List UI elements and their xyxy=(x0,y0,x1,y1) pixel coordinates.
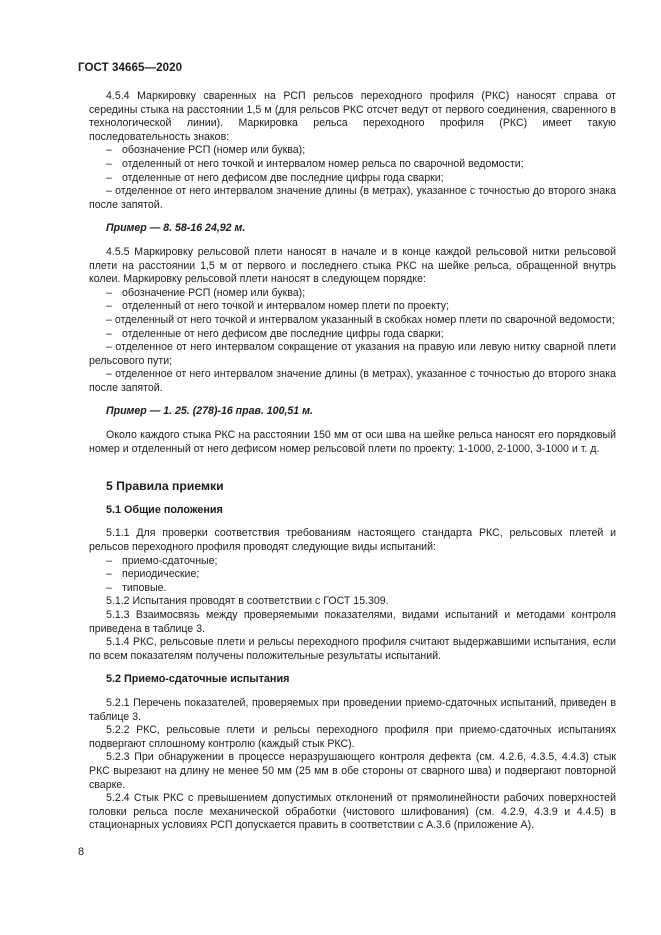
document-header: ГОСТ 34665—2020 xyxy=(78,62,183,74)
page-content xyxy=(89,90,616,833)
subsection-title-5-1: 5.1 Общие положения xyxy=(106,503,223,516)
example-4-5-5: Пример — 1. 25. (278)-16 прав. 100,51 м. xyxy=(106,405,313,418)
paragraph-5-2-1: 5.2.1 Перечень показателей, проверяемых при проведении приемо-сдаточных испытаний, приведен в таблице 3. xyxy=(89,696,616,723)
list-item: – отделенные от него дефисом две последние цифры года сварки; xyxy=(106,327,444,340)
list-item: – отделенный от него точкой и интервалом номер рельса по сварочной ведомости; xyxy=(106,157,524,170)
paragraph-5-1-3: 5.1.3 Взаимосвязь между проверяемыми показателями, видами испытаний и методами контроля приведена в таблице 3. xyxy=(89,609,616,635)
paragraph-5-1-4: 5.1.4 РКС, рельсовые плети и рельсы переходного профиля считают выдержавшими испытания, если по всем показателям получены положительные результаты испытаний. xyxy=(89,636,616,662)
paragraph-5-2-3: 5.2.3 При обнаружении в процессе неразрушающего контроля дефекта (см. 4.2.6, 4.3.5, 4.4.3) стык РКС вырезают на длину не менее 50 мм (25 мм в обе стороны от сварного шва) и подвергают повторной сварке. xyxy=(89,751,616,791)
list-item: – отделенное от него интервалом сокращение от указания на правую или левую нитку сварной плети рельсового пути; xyxy=(89,341,616,367)
list-item: – отделенный от него точкой и интервалом указанный в скобках номер плети по сварочной ведомости; xyxy=(106,313,615,326)
section-title: 5 Правила приемки xyxy=(106,479,224,494)
paragraph-stamp-numbering: Около каждого стыка РКС на расстоянии 150 мм от оси шва на шейке рельса наносят его порядковый номер и отделенный от него дефисом номер рельсовой плети по проекту: 1-1000, 2-1000, 3-1000 и т. д. xyxy=(89,429,616,455)
list-item: – приемо-сдаточные; xyxy=(106,554,218,567)
list-item: – отделенное от него интервалом значение длины (в метрах), указанное с точностью до второго знака после запятой. xyxy=(89,368,616,394)
list-item: – обозначение РСП (номер или буква); xyxy=(106,286,306,299)
paragraph-5-1-2: 5.1.2 Испытания проводят в соответствии с ГОСТ 15.309. xyxy=(106,595,389,608)
list-item: – периодические; xyxy=(106,568,200,581)
paragraph-4-5-4: 4.5.4 Маркировку сваренных на РСП рельсов переходного профиля (РКС) наносят справа от середины стыка на расстоянии 1,5 м (для рельсов РКС отсчет ведут от первого соединения, сваренного в технологической линии). Маркировка рельса переходного профиля (РКС) имеет такую последовательность знаков: xyxy=(89,90,616,143)
list-item: – отделенные от него дефисом две последние цифры года сварки; xyxy=(106,171,444,184)
list-item: – типовые. xyxy=(106,581,167,594)
example-4-5-4: Пример — 8. 58-16 24,92 м. xyxy=(106,222,246,235)
list-item: – отделенное от него интервалом значение длины (в метрах), указанное с точностью до второго знака после запятой. xyxy=(89,185,616,211)
paragraph-5-2-4: 5.2.4 Стык РКС с превышением допустимых отклонений от прямолинейности рабочих поверхностей головки рельса после механической обработки (чистового шлифования) (см. 4.2.9, 4.3.9 и 4.4.5) в стационарных условиях РСП допускается править в соответствии с А.3.6 (приложение А). xyxy=(89,792,616,832)
paragraph-5-1-1: 5.1.1 Для проверки соответствия требованиям настоящего стандарта РКС, рельсовых плетей и рельсов переходного профиля проводят следующие виды испытаний: xyxy=(89,527,616,554)
paragraph-5-2-2: 5.2.2 РКС, рельсовые плети и рельсы переходного профиля при приемо-сдаточных испытаниях подвергают сплошному контролю (каждый стык РКС). xyxy=(89,724,616,750)
page-number: 8 xyxy=(78,846,85,858)
list-item: – обозначение РСП (номер или буква); xyxy=(106,144,306,157)
subsection-title-5-2: 5.2 Приемо-сдаточные испытания xyxy=(106,673,290,686)
list-item: – отделенный от него точкой и интервалом номер плети по проекту; xyxy=(106,300,450,313)
paragraph-4-5-5: 4.5.5 Маркировку рельсовой плети наносят в начале и в конце каждой рельсовой нитки рельсовой плети на расстоянии 1,5 м от первого и последнего стыка РКС на шейке рельса, обращенной внутрь колеи. Маркировку рельсовой плети наносят в следующем порядке: xyxy=(89,245,616,286)
